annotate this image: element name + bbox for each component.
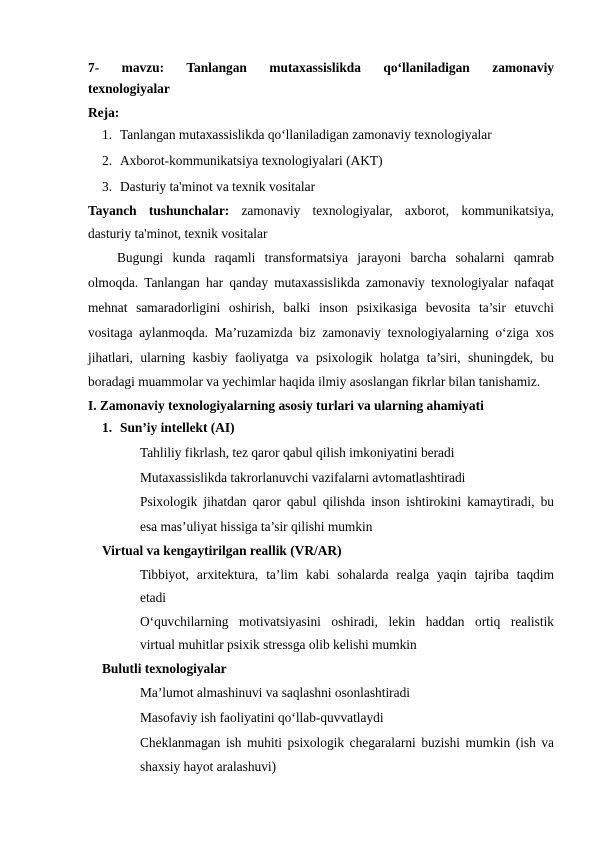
key-concepts-text: zamonaviy texnologiyalar, axborot, kommunikatsiya, bbox=[241, 203, 554, 218]
vr-heading: Virtual va kengaytirilgan reallik (VR/AR) bbox=[102, 543, 342, 558]
plan-item-text: Dasturiy ta'minot va texnik vositalar bbox=[120, 179, 316, 194]
ai-point: Tahliliy fikrlash, tez qaror qabul qilish imkoniyatini beradi bbox=[140, 445, 455, 460]
plan-item-text: Axborot-kommunikatsiya texnologiyalari (AKT) bbox=[120, 153, 383, 168]
cloud-point-continuation: shaxsiy hayot aralashuvi) bbox=[140, 759, 277, 774]
intro-line: jihatlari, ularning kasbiy faoliyatga va psixologik holatga ta’siri, shuningdek, bu bbox=[88, 350, 554, 365]
vr-point-continuation: etadi bbox=[140, 590, 167, 605]
ai-point: Psixologik jihatdan qaror qabul qilishda inson ishtirokini kamaytiradi, bu bbox=[140, 494, 554, 509]
ai-heading-number: 1. bbox=[102, 420, 113, 435]
ai-point-continuation: esa mas’uliyat hissiga ta’sir qilishi mumkin bbox=[140, 519, 373, 534]
cloud-point: Ma’lumot almashinuvi va saqlashni osonlashtiradi bbox=[140, 685, 411, 700]
plan-item-text: Tanlangan mutaxassislikda qo‘llaniladigan zamonaviy texnologiyalar bbox=[120, 127, 492, 142]
vr-point: O‘quvchilarning motivatsiyasini oshiradi, lekin haddan ortiq realistik bbox=[140, 614, 554, 629]
vr-point: Tibbiyot, arxitektura, ta’lim kabi sohalarda realga yaqin tajriba taqdim bbox=[140, 567, 554, 582]
plan-item-number: 1. bbox=[102, 127, 113, 142]
intro-line: olmoqda. Tanlangan har qanday mutaxassislikda zamonaviy texnologiyalar nafaqat bbox=[88, 275, 554, 290]
ai-heading-title: Sun’iy intellekt (AI) bbox=[120, 420, 235, 435]
topic-title-line-2: texnologiyalar bbox=[88, 81, 170, 96]
intro-line: boradagi muammolar va yechimlar haqida ilmiy asoslangan fikrlar bilan tanishamiz. bbox=[88, 374, 541, 389]
plan-item-3 bbox=[0, 177, 596, 196]
cloud-heading: Bulutli texnologiyalar bbox=[102, 661, 227, 676]
plan-item-number: 2. bbox=[102, 153, 113, 168]
ai-point: Mutaxassislikda takrorlanuvchi vazifalarni avtomatlashtiradi bbox=[140, 470, 466, 485]
intro-line: Bugungi kunda raqamli transformatsiya jarayoni barcha sohalarni qamrab bbox=[117, 250, 554, 265]
key-concepts-line-2: dasturiy ta'minot, texnik vositalar bbox=[88, 226, 268, 241]
key-concepts-label: Tayanch tushunchalar: bbox=[88, 203, 230, 218]
vr-point-continuation: virtual muhitlar psixik stressga olib kelishi mumkin bbox=[140, 637, 417, 652]
plan-item-2 bbox=[0, 151, 596, 170]
intro-line: vositaga aylanmoqda. Ma’ruzamizda biz zamonaviy texnologiyalarning o‘ziga xos bbox=[88, 325, 554, 340]
plan-label: Reja: bbox=[88, 105, 120, 120]
ai-heading bbox=[0, 418, 596, 437]
section-heading: I. Zamonaviy texnologiyalarning asosiy turlari va ularning ahamiyati bbox=[88, 398, 484, 413]
cloud-point: Cheklanmagan ish muhiti psixologik chegaralarni buzishi mumkin (ish va bbox=[140, 735, 554, 750]
cloud-point: Masofaviy ish faoliyatini qo‘llab-quvvatlaydi bbox=[140, 710, 384, 725]
key-concepts-line-1 bbox=[88, 201, 554, 220]
plan-item-number: 3. bbox=[102, 179, 113, 194]
topic-title-line-1: 7- mavzu: Tanlangan mutaxassislikda qo‘llaniladigan zamonaviy bbox=[88, 60, 554, 75]
plan-item-1 bbox=[0, 125, 596, 144]
intro-line: mehnat samaradorligini oshirish, balki inson psixikasiga bevosita ta’sir etuvchi bbox=[88, 300, 554, 315]
